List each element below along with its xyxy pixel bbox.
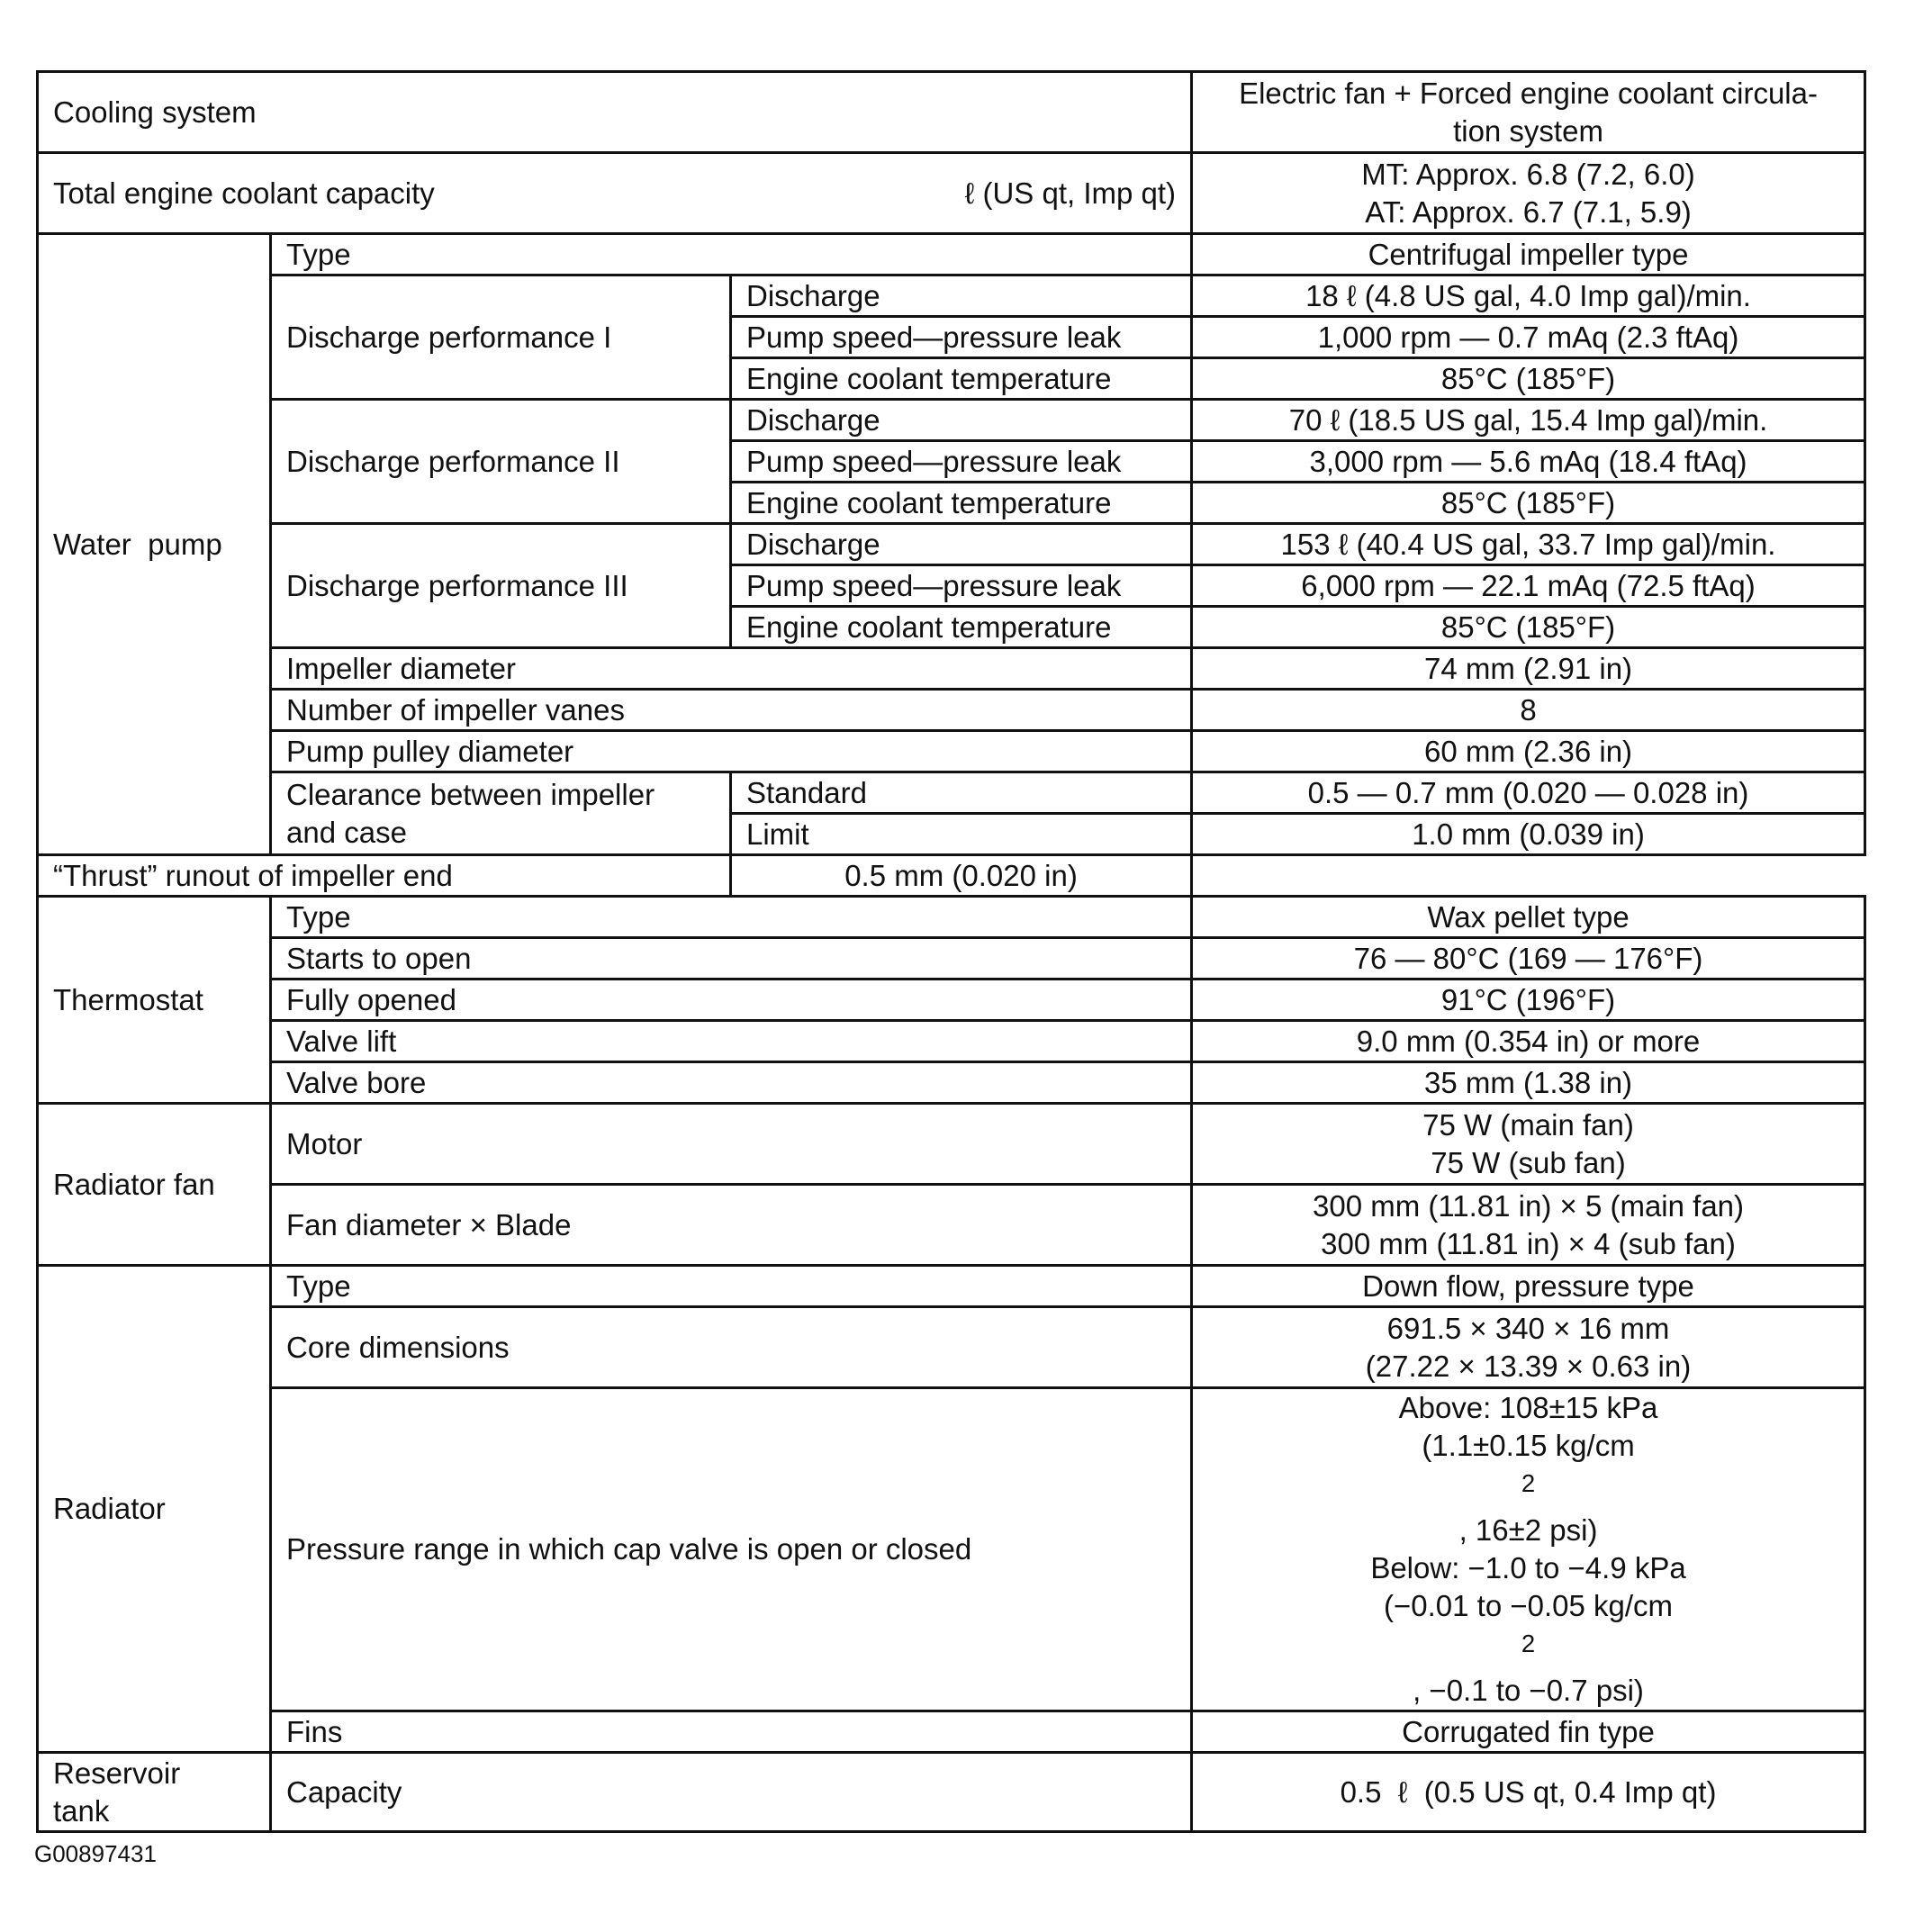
table-row <box>38 275 1865 317</box>
figure-id: G00897431 <box>34 1840 157 1867</box>
cap-pressure-value: Above: 108±15 kPa (1.1±0.15 kg/cm $^2$ , 16±2 psi) Below: −1.0 to −4.9 kPa (−0.01 to −0.05 kg/cm $^2$ , −0.1 to −0.7 psi) <box>1192 1388 1865 1711</box>
motor-label: Motor <box>271 1104 1192 1185</box>
pump-speed-value: 3,000 rpm — 5.6 mAq (18.4 ftAq) <box>1192 441 1865 483</box>
table-row <box>38 1307 1865 1388</box>
clearance-limit-label: Limit <box>731 814 1192 855</box>
thrust-runout-label: “Thrust” runout of impeller end <box>38 855 731 897</box>
valve-lift-value: 9.0 mm (0.354 in) or more <box>1192 1021 1865 1062</box>
table-row <box>38 897 1865 938</box>
coolant-capacity-unit: ℓ (US qt, Imp qt) <box>964 176 1177 210</box>
impeller-diameter-label: Impeller diameter <box>271 648 1192 690</box>
table-row <box>38 648 1865 690</box>
coolant-temp-label: Engine coolant temperature <box>731 358 1192 400</box>
radiator-label: Radiator <box>38 1266 271 1753</box>
pump-pulley-value: 60 mm (2.36 in) <box>1192 731 1865 772</box>
discharge-value: 18 ℓ (4.8 US gal, 4.0 Imp gal)/min. <box>1192 275 1865 317</box>
radiator-type-value: Down flow, pressure type <box>1192 1266 1865 1307</box>
table-row <box>38 855 1865 897</box>
table-row <box>38 1753 1865 1832</box>
discharge-label: Discharge <box>731 400 1192 441</box>
pump-speed-value: 6,000 rpm — 22.1 mAq (72.5 ftAq) <box>1192 565 1865 607</box>
water-pump-type-value: Centrifugal impeller type <box>1192 234 1865 275</box>
discharge-label: Discharge <box>731 275 1192 317</box>
table-row <box>38 1104 1865 1185</box>
radiator-fan-label: Radiator fan <box>38 1104 271 1266</box>
table-row <box>38 1185 1865 1266</box>
pump-speed-label: Pump speed—pressure leak <box>731 441 1192 483</box>
coolant-temp-value: 85°C (185°F) <box>1192 358 1865 400</box>
discharge-value: 153 ℓ (40.4 US gal, 33.7 Imp gal)/min. <box>1192 524 1865 565</box>
fins-value: Corrugated fin type <box>1192 1711 1865 1753</box>
pump-speed-label: Pump speed—pressure leak <box>731 565 1192 607</box>
table-row <box>38 772 1865 814</box>
cap-pressure-label: Pressure range in which cap valve is open or closed <box>271 1388 1192 1711</box>
coolant-temp-value: 85°C (185°F) <box>1192 483 1865 524</box>
radiator-type-label: Type <box>271 1266 1192 1307</box>
table-row <box>38 524 1865 565</box>
discharge-perf-1-label: Discharge performance I <box>271 275 731 400</box>
coolant-temp-value: 85°C (185°F) <box>1192 607 1865 648</box>
reservoir-tank-label: Reservoir tank <box>38 1753 271 1832</box>
discharge-value: 70 ℓ (18.5 US gal, 15.4 Imp gal)/min. <box>1192 400 1865 441</box>
pump-speed-value: 1,000 rpm — 0.7 mAq (2.3 ftAq) <box>1192 317 1865 358</box>
valve-lift-label: Valve lift <box>271 1021 1192 1062</box>
cooling-system-value: Electric fan + Forced engine coolant circula- tion system <box>1192 72 1865 153</box>
starts-to-open-label: Starts to open <box>271 938 1192 980</box>
water-pump-type-label: Type <box>271 234 1192 275</box>
table-row <box>38 1388 1865 1711</box>
starts-to-open-value: 76 — 80°C (169 — 176°F) <box>1192 938 1865 980</box>
water-pump-label: Water pump <box>38 234 271 855</box>
table-row <box>38 234 1865 275</box>
table-row <box>38 690 1865 731</box>
fan-diameter-label: Fan diameter × Blade <box>271 1185 1192 1266</box>
coolant-temp-label: Engine coolant temperature <box>731 483 1192 524</box>
valve-bore-label: Valve bore <box>271 1062 1192 1104</box>
clearance-label: Clearance between impeller and case <box>271 772 731 855</box>
cooling-specs-table <box>36 70 1866 1833</box>
discharge-perf-2-label: Discharge performance II <box>271 400 731 524</box>
thermostat-label: Thermostat <box>38 897 271 1104</box>
clearance-standard-label: Standard <box>731 772 1192 814</box>
core-dimensions-label: Core dimensions <box>271 1307 1192 1388</box>
coolant-capacity-value: MT: Approx. 6.8 (7.2, 6.0) AT: Approx. 6.7 (7.1, 5.9) <box>1192 153 1865 234</box>
coolant-temp-label: Engine coolant temperature <box>731 607 1192 648</box>
reservoir-capacity-label: Capacity <box>271 1753 1192 1832</box>
impeller-vanes-label: Number of impeller vanes <box>271 690 1192 731</box>
discharge-perf-3-label: Discharge performance III <box>271 524 731 648</box>
table-row <box>38 980 1865 1021</box>
cooling-system-label: Cooling system <box>38 72 1192 153</box>
discharge-label: Discharge <box>731 524 1192 565</box>
clearance-standard-value: 0.5 — 0.7 mm (0.020 — 0.028 in) <box>1192 772 1865 814</box>
table-row <box>38 1062 1865 1104</box>
pump-pulley-label: Pump pulley diameter <box>271 731 1192 772</box>
reservoir-capacity-value: 0.5 ℓ (0.5 US qt, 0.4 Imp qt) <box>1192 1753 1865 1832</box>
table-row <box>38 731 1865 772</box>
clearance-limit-value: 1.0 mm (0.039 in) <box>1192 814 1865 855</box>
fully-opened-label: Fully opened <box>271 980 1192 1021</box>
thermostat-type-value: Wax pellet type <box>1192 897 1865 938</box>
table-row <box>38 938 1865 980</box>
fully-opened-value: 91°C (196°F) <box>1192 980 1865 1021</box>
core-dimensions-value: 691.5 × 340 × 16 mm (27.22 × 13.39 × 0.63 in) <box>1192 1307 1865 1388</box>
table-row <box>38 153 1865 234</box>
fan-diameter-value: 300 mm (11.81 in) × 5 (main fan) 300 mm (11.81 in) × 4 (sub fan) <box>1192 1185 1865 1266</box>
table-row <box>38 1021 1865 1062</box>
impeller-diameter-value: 74 mm (2.91 in) <box>1192 648 1865 690</box>
impeller-vanes-value: 8 <box>1192 690 1865 731</box>
fins-label: Fins <box>271 1711 1192 1753</box>
motor-value: 75 W (main fan) 75 W (sub fan) <box>1192 1104 1865 1185</box>
table-row <box>38 1266 1865 1307</box>
table-row <box>38 400 1865 441</box>
valve-bore-value: 35 mm (1.38 in) <box>1192 1062 1865 1104</box>
pump-speed-label: Pump speed—pressure leak <box>731 317 1192 358</box>
coolant-capacity-label: Total engine coolant capacity ℓ (US qt, Imp qt) <box>38 153 1192 234</box>
thermostat-type-label: Type <box>271 897 1192 938</box>
table-row <box>38 72 1865 153</box>
table-row <box>38 1711 1865 1753</box>
thrust-runout-value: 0.5 mm (0.020 in) <box>731 855 1192 897</box>
